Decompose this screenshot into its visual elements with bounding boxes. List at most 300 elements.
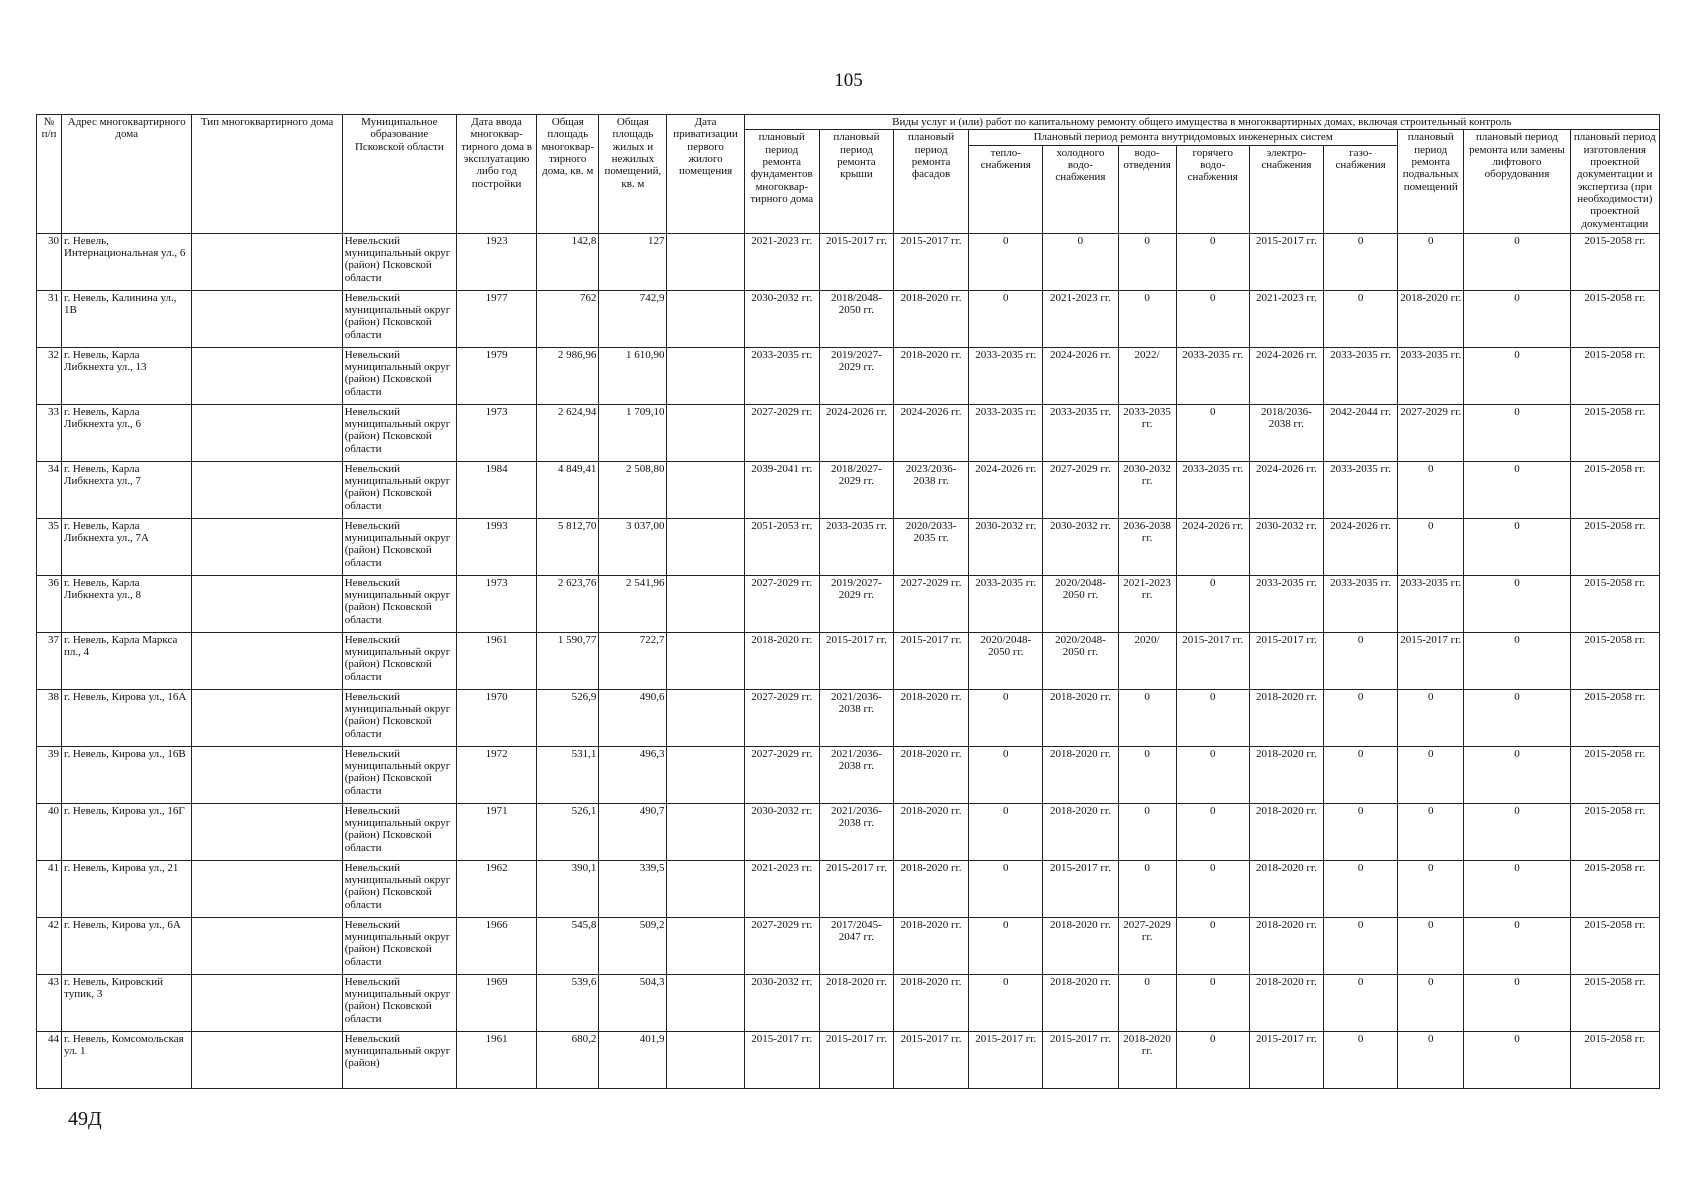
sewer-cell: 2022/ [1118, 347, 1176, 404]
address-cell: г. Невель, Кирова ул., 16Г [62, 803, 192, 860]
municipality-cell: Невельский муниципальный округ (район) Псковской области [342, 518, 456, 575]
living-area-cell: 742,9 [599, 290, 667, 347]
roof-cell: 2021/2036-2038 гг. [819, 689, 893, 746]
header-roof: плановый период ремонта крыши [819, 130, 893, 233]
total-area-cell: 2 986,96 [537, 347, 599, 404]
row-number: 38 [37, 689, 62, 746]
electric-cell: 2018-2020 гг. [1249, 974, 1323, 1031]
sewer-cell: 2036-2038 гг. [1118, 518, 1176, 575]
year-cell: 1972 [456, 746, 536, 803]
table-row [37, 461, 1660, 518]
facade-cell: 2015-2017 гг. [894, 1031, 969, 1088]
foundation-cell: 2027-2029 гг. [744, 689, 819, 746]
year-cell: 1973 [456, 404, 536, 461]
facade-cell: 2018-2020 гг. [894, 803, 969, 860]
table-row [37, 233, 1660, 290]
cold-water-cell: 2015-2017 гг. [1043, 860, 1118, 917]
roof-cell: 2018/2027-2029 гг. [819, 461, 893, 518]
privatization-cell [667, 917, 744, 974]
heating-cell: 2030-2032 гг. [969, 518, 1043, 575]
basement-cell: 0 [1398, 689, 1464, 746]
municipality-cell: Невельский муниципальный округ (район) Псковской области [342, 917, 456, 974]
gas-cell: 0 [1324, 632, 1398, 689]
row-number: 41 [37, 860, 62, 917]
capital-repair-table [36, 114, 1660, 1089]
design-cell: 2015-2058 гг. [1570, 233, 1659, 290]
sewer-cell: 2033-2035 гг. [1118, 404, 1176, 461]
hot-water-cell: 0 [1176, 746, 1249, 803]
roof-cell: 2021/2036-2038 гг. [819, 746, 893, 803]
sewer-cell: 2021-2023 гг. [1118, 575, 1176, 632]
table-row [37, 404, 1660, 461]
header-works-group: Виды услуг и (или) работ по капитальному ремонту общего имущества в многоквартирных домах, включая строительный контроль [744, 115, 1659, 130]
facade-cell: 2018-2020 гг. [894, 860, 969, 917]
foundation-cell: 2030-2032 гг. [744, 974, 819, 1031]
type-cell [192, 689, 342, 746]
foundation-cell: 2027-2029 гг. [744, 575, 819, 632]
header-living-area: Общая площадь жилых и нежилых помещений, кв. м [599, 115, 667, 234]
hot-water-cell: 0 [1176, 233, 1249, 290]
privatization-cell [667, 461, 744, 518]
electric-cell: 2018-2020 гг. [1249, 746, 1323, 803]
design-cell: 2015-2058 гг. [1570, 860, 1659, 917]
foundation-cell: 2021-2023 гг. [744, 233, 819, 290]
header-facade: плановый период ремонта фасадов [894, 130, 969, 233]
roof-cell: 2033-2035 гг. [819, 518, 893, 575]
sewer-cell: 0 [1118, 803, 1176, 860]
living-area-cell: 2 508,80 [599, 461, 667, 518]
header-cold-water: холодного водо-снабжения [1043, 145, 1118, 233]
row-number: 34 [37, 461, 62, 518]
year-cell: 1961 [456, 632, 536, 689]
roof-cell: 2017/2045-2047 гг. [819, 917, 893, 974]
design-cell: 2015-2058 гг. [1570, 575, 1659, 632]
municipality-cell: Невельский муниципальный округ (район) Псковской области [342, 404, 456, 461]
privatization-cell [667, 404, 744, 461]
header-engineering-group: Плановый период ремонта внутридомовых инженерных систем [969, 130, 1398, 145]
heating-cell: 2020/2048-2050 гг. [969, 632, 1043, 689]
foundation-cell: 2027-2029 гг. [744, 404, 819, 461]
living-area-cell: 490,7 [599, 803, 667, 860]
total-area-cell: 1 590,77 [537, 632, 599, 689]
hot-water-cell: 0 [1176, 860, 1249, 917]
table-row [37, 347, 1660, 404]
basement-cell: 0 [1398, 1031, 1464, 1088]
total-area-cell: 680,2 [537, 1031, 599, 1088]
hot-water-cell: 2024-2026 гг. [1176, 518, 1249, 575]
privatization-cell [667, 746, 744, 803]
facade-cell: 2027-2029 гг. [894, 575, 969, 632]
elevator-cell: 0 [1464, 575, 1570, 632]
table-row [37, 518, 1660, 575]
header-hot-water: горячего водо-снабжения [1176, 145, 1249, 233]
sewer-cell: 0 [1118, 290, 1176, 347]
type-cell [192, 746, 342, 803]
hot-water-cell: 0 [1176, 290, 1249, 347]
header-basement: плановый период ремонта подвальных помещений [1398, 130, 1464, 233]
basement-cell: 2033-2035 гг. [1398, 347, 1464, 404]
total-area-cell: 142,8 [537, 233, 599, 290]
table-row [37, 803, 1660, 860]
gas-cell: 0 [1324, 746, 1398, 803]
header-municipality: Муниципальное образование Псковской области [342, 115, 456, 234]
facade-cell: 2023/2036-2038 гг. [894, 461, 969, 518]
foundation-cell: 2027-2029 гг. [744, 746, 819, 803]
elevator-cell: 0 [1464, 803, 1570, 860]
type-cell [192, 575, 342, 632]
gas-cell: 2033-2035 гг. [1324, 575, 1398, 632]
electric-cell: 2018/2036-2038 гг. [1249, 404, 1323, 461]
facade-cell: 2018-2020 гг. [894, 746, 969, 803]
elevator-cell: 0 [1464, 917, 1570, 974]
foundation-cell: 2033-2035 гг. [744, 347, 819, 404]
address-cell: г. Невель, Кирова ул., 16А [62, 689, 192, 746]
municipality-cell: Невельский муниципальный округ (район) Псковской области [342, 746, 456, 803]
living-area-cell: 401,9 [599, 1031, 667, 1088]
gas-cell: 0 [1324, 689, 1398, 746]
address-cell: г. Невель, Комсомольская ул. 1 [62, 1031, 192, 1088]
basement-cell: 0 [1398, 461, 1464, 518]
facade-cell: 2018-2020 гг. [894, 290, 969, 347]
cold-water-cell: 2020/2048-2050 гг. [1043, 632, 1118, 689]
municipality-cell: Невельский муниципальный округ (район) Псковской области [342, 347, 456, 404]
cold-water-cell: 2018-2020 гг. [1043, 689, 1118, 746]
facade-cell: 2018-2020 гг. [894, 974, 969, 1031]
foundation-cell: 2015-2017 гг. [744, 1031, 819, 1088]
year-cell: 1993 [456, 518, 536, 575]
design-cell: 2015-2058 гг. [1570, 689, 1659, 746]
basement-cell: 0 [1398, 518, 1464, 575]
header-gas: газо-снабжения [1324, 145, 1398, 233]
sewer-cell: 0 [1118, 746, 1176, 803]
basement-cell: 2018-2020 гг. [1398, 290, 1464, 347]
elevator-cell: 0 [1464, 461, 1570, 518]
header-heating: тепло-снабжения [969, 145, 1043, 233]
total-area-cell: 2 623,76 [537, 575, 599, 632]
elevator-cell: 0 [1464, 746, 1570, 803]
header-electric: электро-снабжения [1249, 145, 1323, 233]
living-area-cell: 1 610,90 [599, 347, 667, 404]
address-cell: г. Невель, Карла Либкнехта ул., 7А [62, 518, 192, 575]
electric-cell: 2015-2017 гг. [1249, 233, 1323, 290]
municipality-cell: Невельский муниципальный округ (район) [342, 1031, 456, 1088]
year-cell: 1971 [456, 803, 536, 860]
facade-cell: 2024-2026 гг. [894, 404, 969, 461]
year-cell: 1979 [456, 347, 536, 404]
privatization-cell [667, 347, 744, 404]
header-num: № п/п [37, 115, 62, 234]
elevator-cell: 0 [1464, 233, 1570, 290]
total-area-cell: 526,9 [537, 689, 599, 746]
cold-water-cell: 2018-2020 гг. [1043, 974, 1118, 1031]
electric-cell: 2024-2026 гг. [1249, 347, 1323, 404]
sewer-cell: 2020/ [1118, 632, 1176, 689]
design-cell: 2015-2058 гг. [1570, 404, 1659, 461]
living-area-cell: 339,5 [599, 860, 667, 917]
header-design: плановый период изготовления проектной документации и экспертиза (при необходимости) проектной документации [1570, 130, 1659, 233]
living-area-cell: 1 709,10 [599, 404, 667, 461]
row-number: 42 [37, 917, 62, 974]
basement-cell: 0 [1398, 746, 1464, 803]
header-sewer: водо-отведения [1118, 145, 1176, 233]
table-row [37, 632, 1660, 689]
gas-cell: 0 [1324, 233, 1398, 290]
design-cell: 2015-2058 гг. [1570, 746, 1659, 803]
row-number: 30 [37, 233, 62, 290]
living-area-cell: 490,6 [599, 689, 667, 746]
design-cell: 2015-2058 гг. [1570, 518, 1659, 575]
address-cell: г. Невель, Кирова ул., 21 [62, 860, 192, 917]
row-number: 43 [37, 974, 62, 1031]
heating-cell: 2033-2035 гг. [969, 575, 1043, 632]
heating-cell: 2015-2017 гг. [969, 1031, 1043, 1088]
heating-cell: 0 [969, 917, 1043, 974]
cold-water-cell: 2021-2023 гг. [1043, 290, 1118, 347]
heating-cell: 2033-2035 гг. [969, 404, 1043, 461]
total-area-cell: 539,6 [537, 974, 599, 1031]
address-cell: г. Невель, Карла Либкнехта ул., 8 [62, 575, 192, 632]
electric-cell: 2021-2023 гг. [1249, 290, 1323, 347]
electric-cell: 2033-2035 гг. [1249, 575, 1323, 632]
municipality-cell: Невельский муниципальный округ (район) Псковской области [342, 575, 456, 632]
municipality-cell: Невельский муниципальный округ (район) Псковской области [342, 290, 456, 347]
sewer-cell: 2018-2020 гг. [1118, 1031, 1176, 1088]
elevator-cell: 0 [1464, 1031, 1570, 1088]
table-row [37, 860, 1660, 917]
gas-cell: 0 [1324, 803, 1398, 860]
table-row [37, 290, 1660, 347]
living-area-cell: 3 037,00 [599, 518, 667, 575]
design-cell: 2015-2058 гг. [1570, 632, 1659, 689]
basement-cell: 2027-2029 гг. [1398, 404, 1464, 461]
table-row [37, 917, 1660, 974]
foundation-cell: 2018-2020 гг. [744, 632, 819, 689]
hot-water-cell: 0 [1176, 803, 1249, 860]
year-cell: 1970 [456, 689, 536, 746]
foundation-cell: 2051-2053 гг. [744, 518, 819, 575]
municipality-cell: Невельский муниципальный округ (район) Псковской области [342, 803, 456, 860]
address-cell: г. Невель, Карла Либкнехта ул., 6 [62, 404, 192, 461]
elevator-cell: 0 [1464, 290, 1570, 347]
municipality-cell: Невельский муниципальный округ (район) Псковской области [342, 860, 456, 917]
elevator-cell: 0 [1464, 860, 1570, 917]
table-row [37, 689, 1660, 746]
municipality-cell: Невельский муниципальный округ (район) Псковской области [342, 974, 456, 1031]
hot-water-cell: 0 [1176, 404, 1249, 461]
living-area-cell: 509,2 [599, 917, 667, 974]
table-row [37, 746, 1660, 803]
row-number: 31 [37, 290, 62, 347]
heating-cell: 0 [969, 233, 1043, 290]
cold-water-cell: 2030-2032 гг. [1043, 518, 1118, 575]
elevator-cell: 0 [1464, 689, 1570, 746]
basement-cell: 0 [1398, 233, 1464, 290]
row-number: 36 [37, 575, 62, 632]
basement-cell: 2033-2035 гг. [1398, 575, 1464, 632]
municipality-cell: Невельский муниципальный округ (район) Псковской области [342, 632, 456, 689]
cold-water-cell: 2033-2035 гг. [1043, 404, 1118, 461]
hot-water-cell: 0 [1176, 575, 1249, 632]
facade-cell: 2018-2020 гг. [894, 347, 969, 404]
year-cell: 1973 [456, 575, 536, 632]
elevator-cell: 0 [1464, 974, 1570, 1031]
foundation-cell: 2030-2032 гг. [744, 290, 819, 347]
year-cell: 1961 [456, 1031, 536, 1088]
elevator-cell: 0 [1464, 632, 1570, 689]
living-area-cell: 504,3 [599, 974, 667, 1031]
living-area-cell: 496,3 [599, 746, 667, 803]
cold-water-cell: 2020/2048-2050 гг. [1043, 575, 1118, 632]
type-cell [192, 518, 342, 575]
design-cell: 2015-2058 гг. [1570, 1031, 1659, 1088]
sewer-cell: 0 [1118, 860, 1176, 917]
cold-water-cell: 2015-2017 гг. [1043, 1031, 1118, 1088]
cold-water-cell: 2018-2020 гг. [1043, 746, 1118, 803]
design-cell: 2015-2058 гг. [1570, 974, 1659, 1031]
heating-cell: 0 [969, 974, 1043, 1031]
privatization-cell [667, 290, 744, 347]
header-address: Адрес многоквартирного дома [62, 115, 192, 234]
address-cell: г. Невель, Карла Либкнехта ул., 13 [62, 347, 192, 404]
roof-cell: 2018/2048-2050 гг. [819, 290, 893, 347]
sewer-cell: 2027-2029 гг. [1118, 917, 1176, 974]
foundation-cell: 2039-2041 гг. [744, 461, 819, 518]
type-cell [192, 974, 342, 1031]
header-total-area: Общая площадь многоквар-тирного дома, кв. м [537, 115, 599, 234]
address-cell: г. Невель, Калинина ул., 1В [62, 290, 192, 347]
foundation-cell: 2030-2032 гг. [744, 803, 819, 860]
heating-cell: 2033-2035 гг. [969, 347, 1043, 404]
foundation-cell: 2021-2023 гг. [744, 860, 819, 917]
header-type: Тип многоквартирного дома [192, 115, 342, 234]
type-cell [192, 1031, 342, 1088]
type-cell [192, 347, 342, 404]
design-cell: 2015-2058 гг. [1570, 347, 1659, 404]
sewer-cell: 0 [1118, 974, 1176, 1031]
total-area-cell: 545,8 [537, 917, 599, 974]
table-row [37, 575, 1660, 632]
header-commission-date: Дата ввода многоквар-тирного дома в эксплуатацию либо год постройки [456, 115, 536, 234]
total-area-cell: 526,1 [537, 803, 599, 860]
row-number: 33 [37, 404, 62, 461]
privatization-cell [667, 233, 744, 290]
living-area-cell: 127 [599, 233, 667, 290]
privatization-cell [667, 632, 744, 689]
hot-water-cell: 2033-2035 гг. [1176, 347, 1249, 404]
facade-cell: 2018-2020 гг. [894, 917, 969, 974]
type-cell [192, 632, 342, 689]
row-number: 40 [37, 803, 62, 860]
electric-cell: 2030-2032 гг. [1249, 518, 1323, 575]
header-elevator: плановый период ремонта или замены лифтового оборудования [1464, 130, 1570, 233]
address-cell: г. Невель, Кирова ул., 16В [62, 746, 192, 803]
elevator-cell: 0 [1464, 404, 1570, 461]
living-area-cell: 2 541,96 [599, 575, 667, 632]
gas-cell: 0 [1324, 860, 1398, 917]
hot-water-cell: 0 [1176, 1031, 1249, 1088]
basement-cell: 0 [1398, 917, 1464, 974]
row-number: 32 [37, 347, 62, 404]
header-foundation: плановый период ремонта фундаментов многоквар-тирного дома [744, 130, 819, 233]
elevator-cell: 0 [1464, 518, 1570, 575]
row-number: 37 [37, 632, 62, 689]
gas-cell: 0 [1324, 290, 1398, 347]
design-cell: 2015-2058 гг. [1570, 803, 1659, 860]
year-cell: 1962 [456, 860, 536, 917]
address-cell: г. Невель, Кирова ул., 6А [62, 917, 192, 974]
heating-cell: 2024-2026 гг. [969, 461, 1043, 518]
table-body [37, 233, 1660, 1088]
facade-cell: 2018-2020 гг. [894, 689, 969, 746]
heating-cell: 0 [969, 746, 1043, 803]
gas-cell: 2042-2044 гг. [1324, 404, 1398, 461]
sewer-cell: 0 [1118, 689, 1176, 746]
total-area-cell: 531,1 [537, 746, 599, 803]
heating-cell: 0 [969, 290, 1043, 347]
roof-cell: 2024-2026 гг. [819, 404, 893, 461]
privatization-cell [667, 1031, 744, 1088]
hot-water-cell: 2015-2017 гг. [1176, 632, 1249, 689]
roof-cell: 2015-2017 гг. [819, 233, 893, 290]
heating-cell: 0 [969, 803, 1043, 860]
heating-cell: 0 [969, 860, 1043, 917]
municipality-cell: Невельский муниципальный округ (район) Псковской области [342, 461, 456, 518]
gas-cell: 2033-2035 гг. [1324, 461, 1398, 518]
roof-cell: 2015-2017 гг. [819, 860, 893, 917]
roof-cell: 2018-2020 гг. [819, 974, 893, 1031]
year-cell: 1923 [456, 233, 536, 290]
basement-cell: 2015-2017 гг. [1398, 632, 1464, 689]
cold-water-cell: 0 [1043, 233, 1118, 290]
facade-cell: 2015-2017 гг. [894, 233, 969, 290]
sewer-cell: 2030-2032 гг. [1118, 461, 1176, 518]
year-cell: 1969 [456, 974, 536, 1031]
electric-cell: 2015-2017 гг. [1249, 1031, 1323, 1088]
type-cell [192, 860, 342, 917]
roof-cell: 2015-2017 гг. [819, 632, 893, 689]
electric-cell: 2018-2020 гг. [1249, 917, 1323, 974]
design-cell: 2015-2058 гг. [1570, 290, 1659, 347]
row-number: 39 [37, 746, 62, 803]
header-privatization-date: Дата приватизации первого жилого помещения [667, 115, 744, 234]
elevator-cell: 0 [1464, 347, 1570, 404]
address-cell: г. Невель, Интернациональная ул., 6 [62, 233, 192, 290]
privatization-cell [667, 860, 744, 917]
type-cell [192, 803, 342, 860]
basement-cell: 0 [1398, 860, 1464, 917]
sewer-cell: 0 [1118, 233, 1176, 290]
row-number: 44 [37, 1031, 62, 1088]
facade-cell: 2015-2017 гг. [894, 632, 969, 689]
electric-cell: 2015-2017 гг. [1249, 632, 1323, 689]
municipality-cell: Невельский муниципальный округ (район) Псковской области [342, 233, 456, 290]
cold-water-cell: 2018-2020 гг. [1043, 803, 1118, 860]
basement-cell: 0 [1398, 974, 1464, 1031]
type-cell [192, 404, 342, 461]
design-cell: 2015-2058 гг. [1570, 461, 1659, 518]
cold-water-cell: 2018-2020 гг. [1043, 917, 1118, 974]
basement-cell: 0 [1398, 803, 1464, 860]
electric-cell: 2018-2020 гг. [1249, 689, 1323, 746]
type-cell [192, 917, 342, 974]
roof-cell: 2019/2027-2029 гг. [819, 575, 893, 632]
design-cell: 2015-2058 гг. [1570, 917, 1659, 974]
total-area-cell: 390,1 [537, 860, 599, 917]
gas-cell: 2033-2035 гг. [1324, 347, 1398, 404]
year-cell: 1977 [456, 290, 536, 347]
privatization-cell [667, 575, 744, 632]
privatization-cell [667, 689, 744, 746]
